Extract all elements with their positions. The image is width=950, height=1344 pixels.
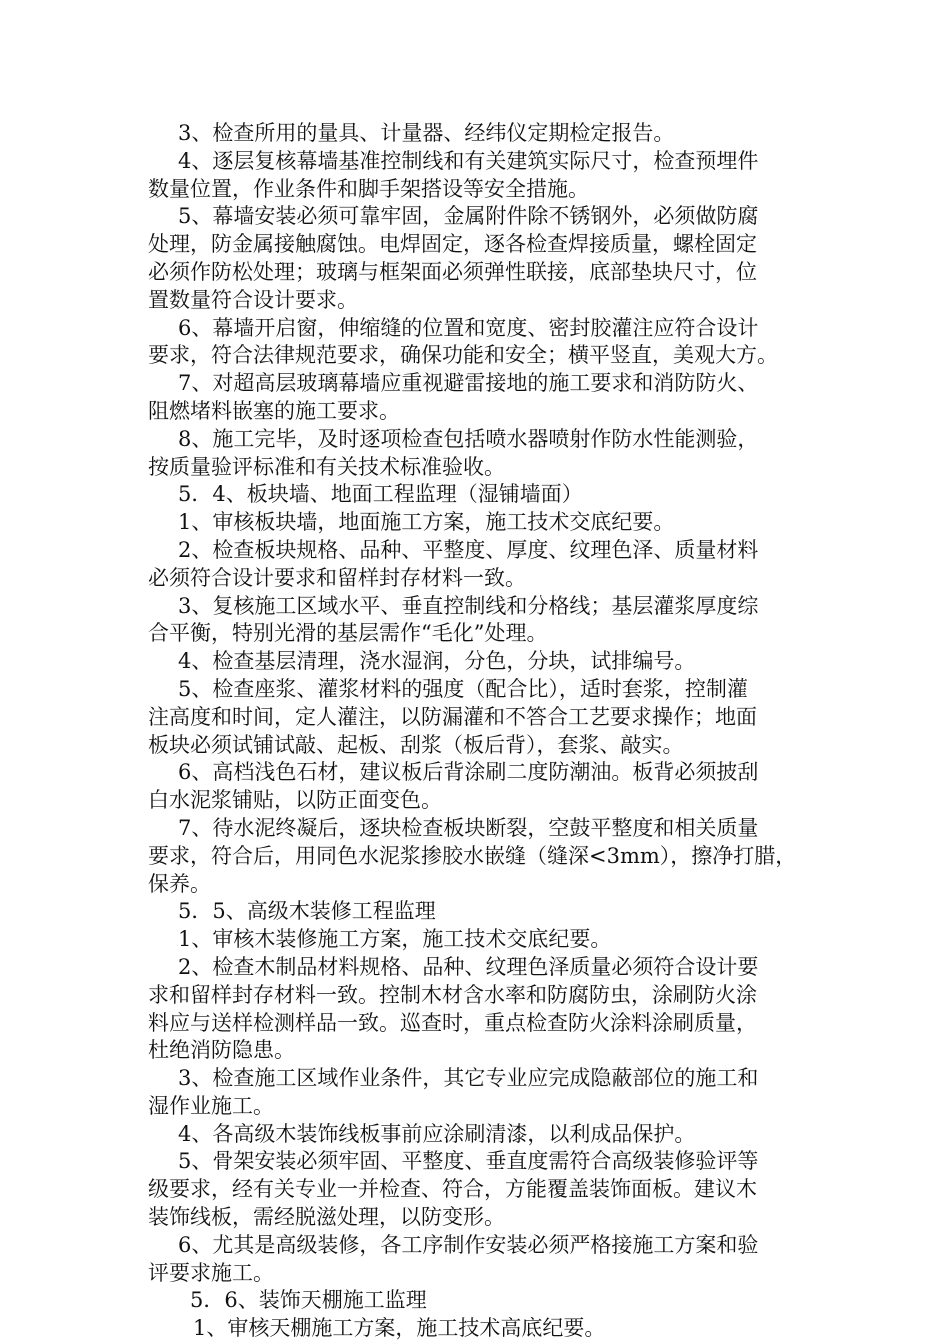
text-line: 评要求施工。 — [148, 1260, 274, 1285]
text-line: 料应与送样检测样品一致。巡查时，重点检查防火涂料涂刷质量， — [148, 1010, 757, 1035]
text-line: 5、幕墙安装必须可靠牢固，金属附件除不锈钢外，必须做防腐 — [178, 204, 759, 229]
text-line: 杜绝消防隐患。 — [148, 1038, 295, 1063]
text-line: 要求，符合后，用同色水泥浆掺胶水嵌缝（缝深<3mm），擦净打腊， — [148, 843, 797, 868]
text-line: 5．4、板块墙、地面工程监理（湿铺墙面） — [178, 482, 583, 507]
text-line: 白水泥浆铺贴，以防正面变色。 — [148, 788, 442, 813]
text-line: 要求，符合法律规范要求，确保功能和安全；横平竖直，美观大方。 — [148, 343, 778, 368]
text-line: 必须符合设计要求和留样封存材料一致。 — [148, 565, 526, 590]
text-line: 3、检查所用的量具、计量器、经纬仪定期检定报告。 — [178, 121, 675, 145]
text-line: 4、检查基层清理，浇水湿润，分色，分块，试排编号。 — [178, 649, 696, 674]
text-line: 4、逐层复核幕墙基准控制线和有关建筑实际尺寸，检查预埋件 — [178, 148, 759, 173]
text-line: 保养。 — [148, 871, 211, 896]
text-line: 求和留样封存材料一致。控制木材含水率和防腐防虫，涂刷防火涂 — [148, 982, 757, 1007]
text-line: 5．6、装饰天棚施工监理 — [190, 1288, 427, 1313]
text-line: 5、检查座浆、灌浆材料的强度（配合比），适时套浆，控制灌 — [178, 676, 748, 701]
text-line: 湿作业施工。 — [148, 1093, 274, 1118]
text-line: 8、施工完毕，及时逐项检查包括喷水器喷射作防水性能测验， — [178, 426, 759, 451]
text-line: 合平衡，特别光滑的基层需作“毛化”处理。 — [148, 621, 548, 646]
text-line: 5、骨架安装必须牢固、平整度、垂直度需符合高级装修验评等 — [178, 1149, 759, 1174]
text-line: 数量位置，作业条件和脚手架搭设等安全措施。 — [148, 176, 589, 201]
text-line: 7、对超高层玻璃幕墙应重视避雷接地的施工要求和消防防火、 — [178, 371, 759, 396]
text-line: 2、检查板块规格、品种、平整度、厚度、纹理色泽、质量材料 — [178, 537, 759, 562]
text-line: 1、审核木装修施工方案，施工技术交底纪要。 — [178, 927, 612, 952]
text-line: 6、幕墙开启窗，伸缩缝的位置和宽度、密封胶灌注应符合设计 — [178, 315, 759, 340]
text-line: 板块必须试铺试敲、起板、刮浆（板后背），套浆、敲实。 — [148, 732, 684, 757]
text-line: 按质量验评标准和有关技术标准验收。 — [148, 454, 505, 479]
text-line: 2、检查木制品材料规格、品种、纹理色泽质量必须符合设计要 — [178, 954, 759, 979]
text-line: 1、审核天棚施工方案，施工技术高底纪要。 — [193, 1316, 606, 1341]
text-line: 1、审核板块墙，地面施工方案，施工技术交底纪要。 — [178, 510, 675, 535]
text-line: 3、复核施工区域水平、垂直控制线和分格线；基层灌浆厚度综 — [178, 593, 759, 618]
text-line: 处理，防金属接触腐蚀。电焊固定，逐各检查焊接质量，螺栓固定 — [148, 232, 757, 257]
text-line: 装饰线板，需经脱滋处理，以防变形。 — [148, 1205, 505, 1230]
text-line: 7、待水泥终凝后，逐块检查板块断裂，空鼓平整度和相关质量 — [178, 815, 759, 840]
text-line: 级要求，经有关专业一并检查、符合，方能覆盖装饰面板。建议木 — [148, 1177, 757, 1202]
text-line: 必须作防松处理；玻璃与框架面必须弹性联接，底部垫块尺寸，位 — [148, 259, 757, 284]
text-line: 5．5、高级木装修工程监理 — [178, 899, 436, 924]
text-line: 置数量符合设计要求。 — [148, 287, 358, 312]
text-line: 阻燃堵料嵌塞的施工要求。 — [148, 398, 400, 423]
text-line: 3、检查施工区域作业条件，其它专业应完成隐蔽部位的施工和 — [178, 1066, 759, 1091]
text-line: 4、各高级木装饰线板事前应涂刷清漆，以利成品保护。 — [178, 1121, 696, 1146]
text-line: 6、尤其是高级装修，各工序制作安装必须严格接施工方案和验 — [178, 1232, 759, 1257]
document-body — [148, 120, 828, 1343]
text-line: 6、高档浅色石材，建议板后背涂刷二度防潮油。板背必须披刮 — [178, 760, 759, 785]
text-line: 注高度和时间，定人灌注，以防漏灌和不答合工艺要求操作；地面 — [148, 704, 757, 729]
